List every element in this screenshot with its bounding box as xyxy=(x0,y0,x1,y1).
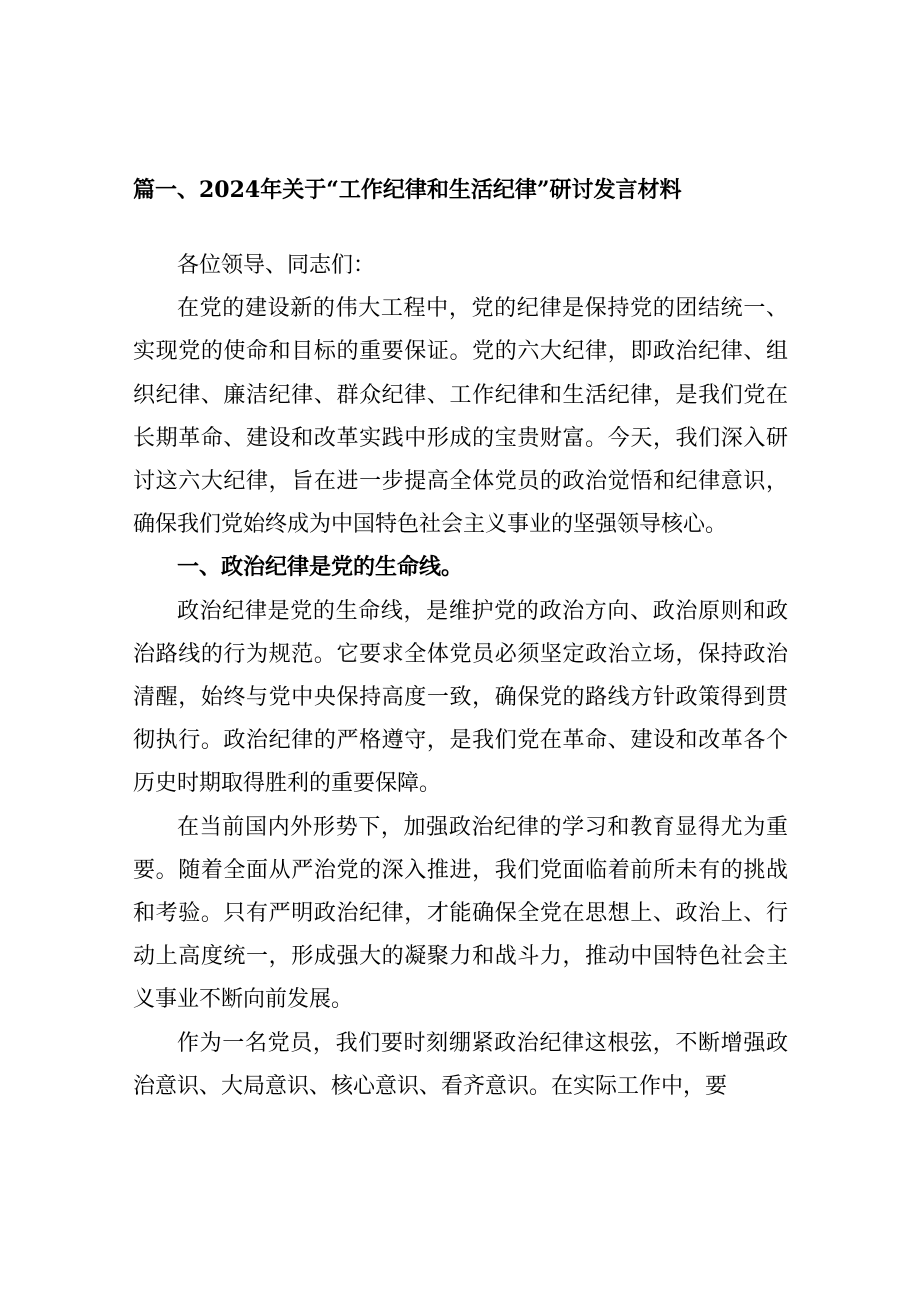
document-title: 篇一、2024年关于“工作纪律和生活纪律”研讨发言材料 xyxy=(133,177,682,203)
document-body xyxy=(133,244,788,1108)
salutation: 各位领导、同志们： xyxy=(177,253,376,278)
section-heading-1: 一、政治纪律是党的生命线。 xyxy=(177,554,464,581)
paragraph-current-situation: 在当前国内外形势下，加强政治纪律的学习和教育显得尤为重要。随着全面从严治党的深入推进，我们党面临着前所未有的挑战和考验。只有严明政治纪律，才能确保全党在思想上、政治上、行动上高度统一，形成强大的凝聚力和战斗力，推动中国特色社会主义事业不断向前发展。 xyxy=(133,814,788,1013)
paragraph-intro: 在党的建设新的伟大工程中，党的纪律是保持党的团结统一、实现党的使命和目标的重要保证。党的六大纪律，即政治纪律、组织纪律、廉洁纪律、群众纪律、工作纪律和生活纪律，是我们党在长期革命、建设和改革实践中形成的宝贵财富。今天，我们深入研讨这六大纪律，旨在进一步提高全体党员的政治觉悟和纪律意识，确保我们党始终成为中国特色社会主义事业的坚强领导核心。 xyxy=(133,296,788,538)
paragraph-party-member: 作为一名党员，我们要时刻绷紧政治纪律这根弦，不断增强政治意识、大局意识、核心意识、看齐意识。在实际工作中，要 xyxy=(133,1030,788,1099)
paragraph-political-discipline: 政治纪律是党的生命线，是维护党的政治方向、政治原则和政治路线的行为规范。它要求全体党员必须坚定政治立场，保持政治清醒，始终与党中央保持高度一致，确保党的路线方针政策得到贯彻执行。政治纪律的严格遵守，是我们党在革命、建设和改革各个历史时期取得胜利的重要保障。 xyxy=(133,598,788,797)
